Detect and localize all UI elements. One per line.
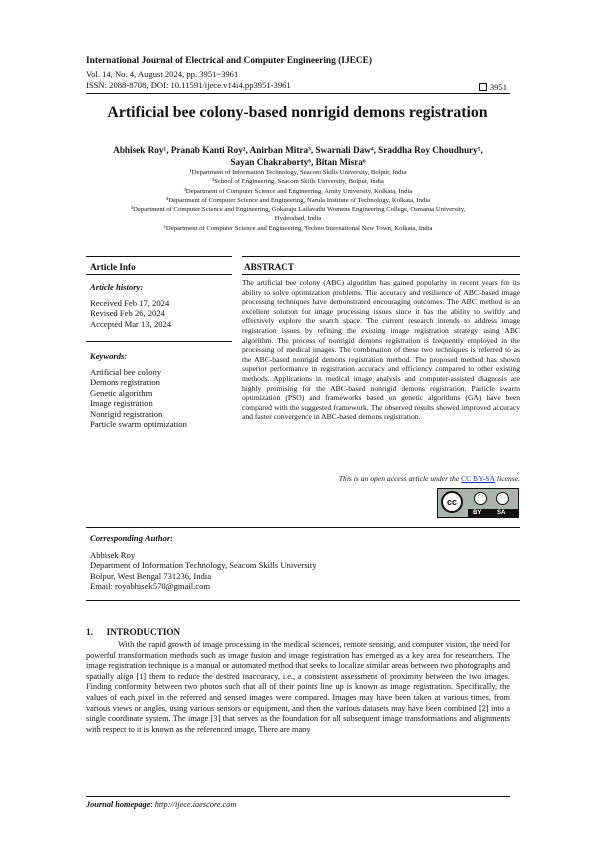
homepage-link[interactable]: http://ijece.iaescore.com (154, 800, 237, 809)
page-number: 3951 (489, 82, 507, 92)
introduction-heading: 1. INTRODUCTION (86, 627, 181, 637)
rule (86, 274, 232, 275)
volume-info: Vol. 14, No. 4, August 2024, pp. 3951~3961 (86, 69, 239, 79)
article-info-heading: Article Info (90, 262, 136, 272)
list-item: Demons registration (90, 377, 160, 388)
corresponding-details (90, 550, 317, 592)
keywords-heading: Keywords: (90, 351, 128, 361)
sa-label: SA (497, 510, 506, 516)
rule (86, 527, 520, 528)
author-department: Department of Information Technology, Seacom Skills University (90, 560, 317, 571)
affiliation: Hyderabad, India (274, 215, 322, 223)
by-label: BY (473, 510, 482, 516)
corresponding-heading: Corresponding Author: (90, 533, 174, 543)
rule (86, 256, 232, 257)
list-item: Nonrigid registration (90, 408, 163, 419)
author-name: Abhisek Roy (90, 550, 136, 560)
footer-rule (86, 796, 510, 797)
license-note: This is an open access article under the CC BY-SA license. (338, 474, 520, 483)
journal-homepage: Journal homepage: http://ijece.iaescore.com (86, 800, 237, 809)
affiliations (96, 168, 500, 233)
rule (86, 600, 520, 601)
author-address: Bolpur, West Bengal 731236, India (90, 570, 212, 581)
affiliation: ³Department of Computer Science and Engineering, Amity University, Kolkata, India (183, 187, 413, 195)
list-item: Received Feb 17, 2024 (90, 298, 170, 308)
list-item: Genetic algorithm (90, 387, 153, 398)
rule (86, 341, 232, 342)
affiliation: ¹Department of Information Technology, Seacom Skills University, Bolpur, India (189, 169, 407, 176)
history-list (90, 298, 236, 329)
issn-doi: ISSN: 2088-8708, DOI: 10.11591/ijece.v14i4.pp3951-3961 (86, 80, 291, 90)
cc-license-badge[interactable] (437, 488, 519, 518)
sa-share-icon (496, 492, 509, 505)
abstract-text: The artificial bee colony (ABC) algorithm has gained popularity in recent years for its ability to solve optimization problems. The accuracy and resilience of ABC-based image processing techniques have demonstrated encouraging outcomes. The ABC method is an excellent solution for image processing issues since it has the ability to swiftly and effectively explore the search space. The current research intends to address image registration issues by refining the existing image registration strategy using ABC algorithm. The process of nonrigid demons registration is frequently employed in the processing of medical images. The combination of these two techniques is referred to as the ABC-based nonrigid demons registration method. The proposed method has shown superior performance in registration accuracy and efficiency compared to other existing methods. Applications in medical image analysis and computer-assisted diagnosis are highly promising for the ABC-based nonrigid demons registration. Particle swarm optimization (PSO) and frameworks based on genetic algorithms (GA) have been compared with the suggested framework. The observed results showed improved accuracy and faster convergence in ABC-based demons registration. (242, 278, 520, 422)
affiliation: ⁴Department of Computer Science and Engineering, Narula Institute of Technology, Kolkata, India (165, 196, 431, 204)
header-rule (86, 93, 510, 94)
affiliation: ⁶Department of Computer Science and Engineering, Techno International New Town, Kolkata, India (163, 224, 433, 232)
abstract-heading: ABSTRACT (244, 262, 295, 272)
list-item: Artificial bee colony (90, 367, 162, 377)
author-email: Email: royabhisek570@gmail.com (90, 581, 211, 592)
affiliation: ²School of Engineering, Seacom Skills University, Bolpur, India (212, 178, 384, 186)
square-icon (479, 83, 487, 91)
journal-name: International Journal of Electrical and Computer Engineering (IJECE) (86, 56, 373, 66)
list-item: Revised Feb 26, 2024 (90, 308, 165, 319)
list-item: Particle swarm optimization (90, 419, 187, 430)
list-item: Accepted Mar 13, 2024 (90, 318, 172, 329)
authors-line-2: Sayan Chakraborty⁶, Bitan Misra⁶ (230, 157, 366, 167)
keyword-list (90, 367, 236, 429)
authors-line-1: Abhisek Roy¹, Pranab Kanti Roy², Anirban Mitra³, Swarnali Daw⁴, Sraddha Roy Choudhury⁵, (113, 145, 483, 155)
license-link[interactable]: CC BY-SA (461, 474, 496, 483)
paper-title: Artificial bee colony-based nonrigid demons registration (107, 104, 488, 121)
rule (242, 256, 520, 257)
history-heading: Article history: (90, 282, 144, 292)
rule (242, 274, 520, 275)
cc-icon: cc (441, 491, 463, 513)
list-item: Image registration (90, 398, 153, 409)
introduction-text: With the rapid growth of image processing in the medical sciences, remote sensing, and computer vision, the need for powerful transformation methods such as image fusion and image registration has emerged as a key area for researchers. The image registration technique is a manual or automated method that seeks to localize similar areas between two photographs and spatially align [1] them to reduce the desired inaccuracy, i.e., a consistent assessment of proximity between the two images. Finding conformity between two photos such that all of their points line up is known as image registration. Specifically, the values of each pixel in the referred and sensed images were compared. Images may have been taken at various times, from various views or angles, using various sensors or equipment, and then the various datasets may have been combined [2] into a single coordinate system. The image [3] that serves as the foundation for all subsequent image transformations and alignments with respect to it is known as the referenced image. There are many (86, 640, 510, 734)
by-person-icon (474, 492, 487, 505)
author-list (86, 144, 510, 168)
affiliation: ⁵Department of Computer Science and Engineering, Gokaraju Lailavathi Womens Engineering College, Osmania University, (130, 206, 466, 214)
